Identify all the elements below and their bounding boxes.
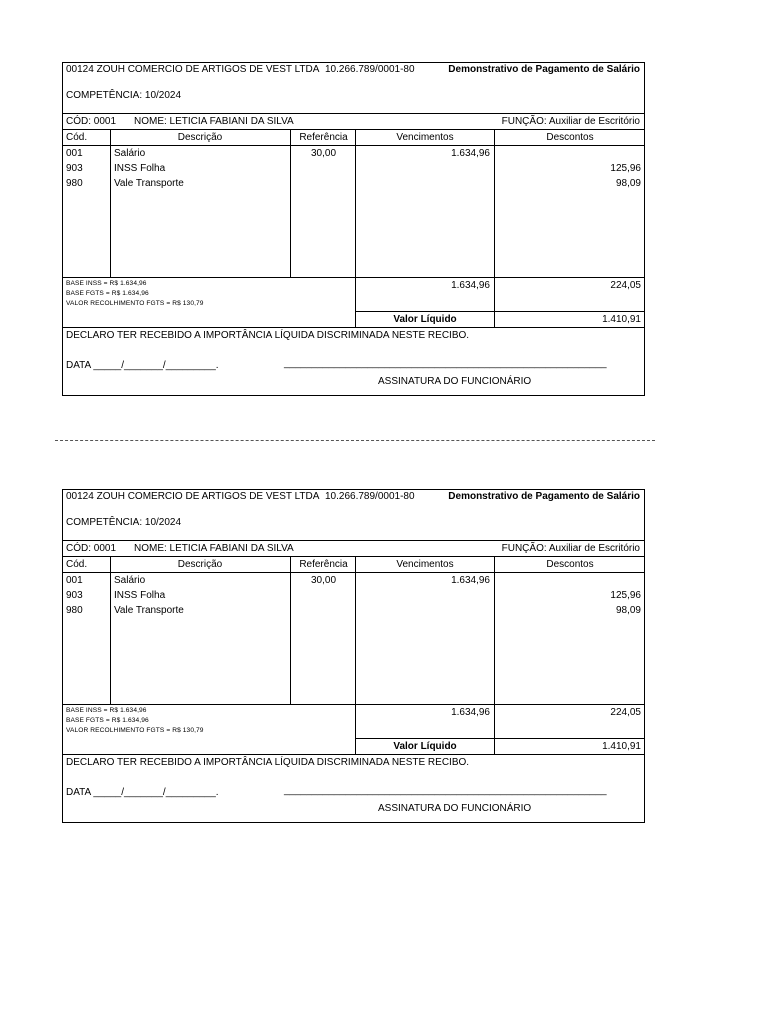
employee-name: NOME: LETICIA FABIANI DA SILVA [134, 543, 294, 554]
divider-header [62, 129, 645, 130]
item-descricao: Vale Transporte [114, 178, 184, 189]
item-vencimentos: 1.634,96 [451, 575, 490, 586]
employee-name: NOME: LETICIA FABIANI DA SILVA [134, 116, 294, 127]
item-referencia: 30,00 [310, 575, 337, 586]
header-vencimentos: Vencimentos [396, 559, 454, 570]
cnpj: 10.266.789/0001-80 [325, 64, 415, 75]
item-cod: 980 [66, 605, 83, 616]
divider-employee [62, 540, 645, 541]
col-line-4 [494, 129, 495, 328]
total-descontos: 224,05 [610, 280, 641, 291]
divider-employee [62, 113, 645, 114]
signature-label: ASSINATURA DO FUNCIONÁRIO [378, 376, 532, 387]
divider-header [62, 556, 645, 557]
total-descontos: 224,05 [610, 707, 641, 718]
divider-liquido [355, 738, 645, 739]
header-referencia: Referência [299, 132, 348, 143]
competencia: COMPETÊNCIA: 10/2024 [66, 90, 182, 101]
signature-label: ASSINATURA DO FUNCIONÁRIO [378, 803, 532, 814]
declaration-text: DECLARO TER RECEBIDO A IMPORTÂNCIA LÍQUIDA DISCRIMINADA NESTE RECIBO. [66, 757, 470, 768]
signature-line: __________________________________________________________ [284, 785, 607, 796]
employee-function: FUNÇÃO: Auxiliar de Escritório [501, 116, 640, 127]
header-referencia: Referência [299, 559, 348, 570]
cnpj: 10.266.789/0001-80 [325, 491, 415, 502]
signature-line: __________________________________________________________ [284, 358, 607, 369]
border-bottom [62, 395, 645, 396]
header-cod: Cód. [66, 132, 88, 143]
total-vencimentos: 1.634,96 [451, 280, 490, 291]
document-title: Demonstrativo de Pagamento de Salário [448, 64, 640, 75]
company-name: 00124 ZOUH COMERCIO DE ARTIGOS DE VEST LTDA [66, 491, 320, 502]
header-cod: Cód. [66, 559, 88, 570]
valor-liquido-label: Valor Líquido [393, 314, 457, 325]
date-field: DATA _____/_______/_________. [66, 360, 219, 371]
item-descontos: 98,09 [615, 605, 641, 616]
item-cod: 903 [66, 163, 83, 174]
valor-liquido-label: Valor Líquido [393, 741, 457, 752]
header-descricao: Descrição [177, 559, 223, 570]
total-vencimentos: 1.634,96 [451, 707, 490, 718]
divider-items [62, 145, 645, 146]
header-descontos: Descontos [546, 132, 594, 143]
item-descontos: 98,09 [615, 178, 641, 189]
item-descricao: INSS Folha [114, 590, 166, 601]
document-title: Demonstrativo de Pagamento de Salário [448, 491, 640, 502]
border-bottom [62, 822, 645, 823]
item-cod: 980 [66, 178, 83, 189]
item-cod: 001 [66, 575, 83, 586]
item-cod: 903 [66, 590, 83, 601]
divider-totals [62, 704, 645, 705]
company-name: 00124 ZOUH COMERCIO DE ARTIGOS DE VEST LTDA [66, 64, 320, 75]
divider-totals [62, 277, 645, 278]
date-field: DATA _____/_______/_________. [66, 787, 219, 798]
base-fgts: BASE FGTS = R$ 1.634,96 [66, 290, 149, 297]
divider-declaration [62, 327, 645, 328]
employee-function: FUNÇÃO: Auxiliar de Escritório [501, 543, 640, 554]
item-descricao: Salário [114, 575, 146, 586]
item-referencia: 30,00 [310, 148, 337, 159]
item-cod: 001 [66, 148, 83, 159]
item-descricao: Vale Transporte [114, 605, 184, 616]
cut-line [55, 440, 655, 442]
item-vencimentos: 1.634,96 [451, 148, 490, 159]
base-inss: BASE INSS = R$ 1.634,96 [66, 280, 147, 287]
divider-liquido [355, 311, 645, 312]
header-descontos: Descontos [546, 559, 594, 570]
valor-recolhimento-fgts: VALOR RECOLHIMENTO FGTS = R$ 130,79 [66, 727, 204, 734]
header-vencimentos: Vencimentos [396, 132, 454, 143]
header-descricao: Descrição [177, 132, 223, 143]
valor-liquido: 1.410,91 [602, 314, 641, 325]
divider-items [62, 572, 645, 573]
employee-code: CÓD: 0001 [66, 543, 117, 554]
item-descricao: Salário [114, 148, 146, 159]
item-descricao: INSS Folha [114, 163, 166, 174]
base-inss: BASE INSS = R$ 1.634,96 [66, 707, 147, 714]
border-top [62, 62, 645, 63]
border-top [62, 489, 645, 490]
competencia: COMPETÊNCIA: 10/2024 [66, 517, 182, 528]
col-line-1 [110, 556, 111, 704]
col-line-1 [110, 129, 111, 277]
divider-declaration [62, 754, 645, 755]
col-line-4 [494, 556, 495, 755]
base-fgts: BASE FGTS = R$ 1.634,96 [66, 717, 149, 724]
item-descontos: 125,96 [610, 163, 641, 174]
declaration-text: DECLARO TER RECEBIDO A IMPORTÂNCIA LÍQUIDA DISCRIMINADA NESTE RECIBO. [66, 330, 470, 341]
employee-code: CÓD: 0001 [66, 116, 117, 127]
valor-recolhimento-fgts: VALOR RECOLHIMENTO FGTS = R$ 130,79 [66, 300, 204, 307]
valor-liquido: 1.410,91 [602, 741, 641, 752]
item-descontos: 125,96 [610, 590, 641, 601]
